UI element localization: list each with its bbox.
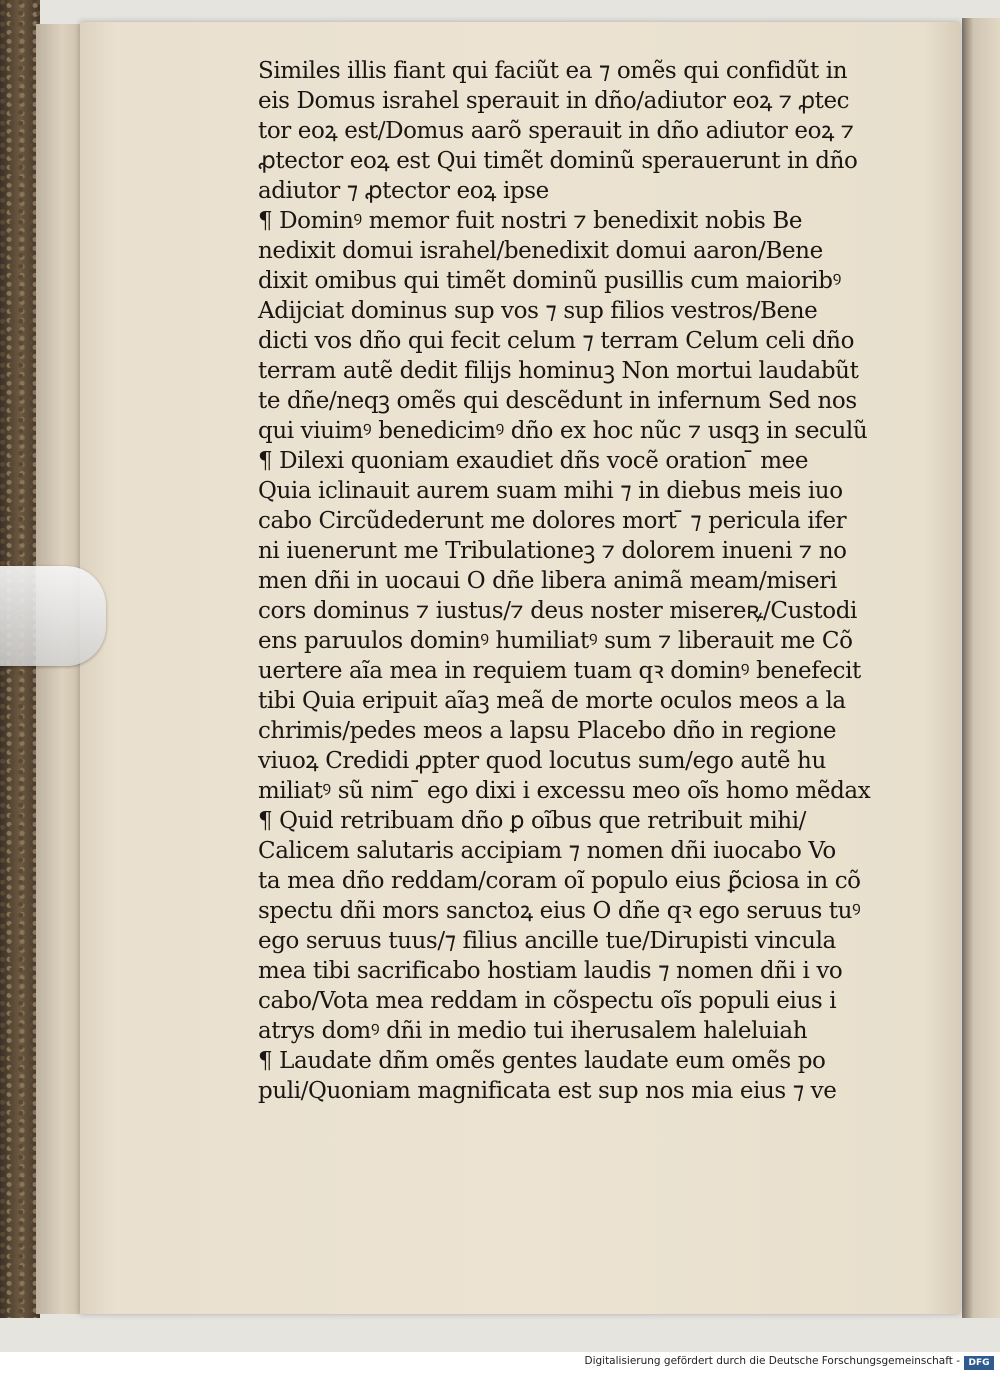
text-line: ens paruulos dominꝰ humiliatꝰ sum ⁊ liberauit me Cõ [258, 628, 853, 654]
text-line: dicti vos dño qui fecit celum ⁊ terram Celum celi dño [258, 328, 855, 354]
text-line: dixit omibus qui timẽt dominũ pusillis cum maioribꝰ [258, 268, 841, 294]
text-line: ni iuenerunt me Tribulationeꝫ ⁊ dolorem inueni ⁊ no [258, 538, 847, 564]
text-line: Adijciat dominus sup vos ⁊ sup filios vestros/Bene [258, 298, 818, 324]
text-line: ¶ Quid retribuam dño ꝑ oĩbus que retribuit mihi/ [258, 808, 807, 834]
text-line: adiutor ⁊ ꝓtector eoꝝ ipse [258, 178, 549, 204]
text-line: ta mea dño reddam/coram oĩ populo eius ꝑ̃ciosa in cõ [258, 868, 861, 894]
text-line: te dñe/neqꝫ omẽs qui descẽdunt in infernum Sed nos [258, 388, 857, 414]
text-line: uertere aĩa mea in requiem tuam qꝛ dominꝰ benefecit [258, 658, 861, 684]
text-line: ꝓtector eoꝝ est Qui timẽt dominũ sperauerunt in dño [258, 148, 858, 174]
text-line: cabo/Vota mea reddam in cõspectu oĩs populi eius i [258, 988, 837, 1014]
next-page-edge [962, 18, 1000, 1318]
text-line: tibi Quia eripuit aĩaꝫ meã de morte oculos meos a la [258, 688, 846, 714]
text-line: ¶ Dilexi quoniam exaudiet dñs vocẽ oration ̄ mee [258, 448, 809, 474]
text-line: Similes illis fiant qui faciũt ea ⁊ omẽs qui confidũt in [258, 58, 848, 84]
text-line: Calicem salutaris accipiam ⁊ nomen dñi iuocabo Vo [258, 838, 836, 864]
text-line: nedixit domui israhel/benedixit domui aaron/Bene [258, 238, 823, 264]
text-line: tor eoꝝ est/Domus aarõ sperauit in dño adiutor eoꝝ ⁊ [258, 118, 854, 144]
text-line: ego seruus tuus/⁊ filius ancille tue/Dirupisti vincula [258, 928, 836, 954]
text-line: eis Domus israhel sperauit in dño/adiutor eoꝝ ⁊ ꝓtec [258, 88, 850, 114]
binding-inner-edge [36, 24, 80, 1314]
footer-credit: Digitalisierung gefördert durch die Deutsche Forschungsgemeinschaft - [584, 1355, 960, 1367]
text-line: mea tibi sacrificabo hostiam laudis ⁊ nomen dñi i vo [258, 958, 843, 984]
text-line: qui viuimꝰ benedicimꝰ dño ex hoc nũc ⁊ usqꝫ in seculũ [258, 418, 868, 444]
text-line: viuoꝝ Credidi ꝓpter quod locutus sum/ego autẽ hu [258, 748, 826, 774]
text-line: ¶ Laudate dñm omẽs gentes laudate eum omẽs po [258, 1048, 826, 1074]
text-line: men dñi in uocaui O dñe libera animã meam/miseri [258, 568, 837, 594]
text-line: atrys domꝰ dñi in medio tui iherusalem haleluiah [258, 1018, 808, 1044]
text-block [258, 56, 918, 1106]
text-line: miliatꝰ sũ nim ̄ ego dixi i excessu meo oĩs homo mẽdax [258, 778, 871, 804]
text-line: cabo Circũdederunt me dolores mort ̄ ⁊ pericula ifer [258, 508, 847, 534]
text-line: puli/Quoniam magnificata est sup nos mia eius ⁊ ve [258, 1078, 837, 1104]
text-line: terram autẽ dedit filijs hominuꝫ Non mortui laudabũt [258, 358, 859, 384]
text-line: ¶ Dominꝰ memor fuit nostri ⁊ benedixit nobis Be [258, 208, 803, 234]
dfg-logo-icon: DFG [964, 1356, 994, 1370]
footer-bar [0, 1352, 1000, 1374]
text-line: Quia iclinauit aurem suam mihi ⁊ in diebus meis iuo [258, 478, 843, 504]
text-line: chrimis/pedes meos a lapsu Placebo dño in regione [258, 718, 837, 744]
page-clip [0, 566, 106, 666]
text-line: spectu dñi mors sanctoꝝ eius O dñe qꝛ ego seruus tuꝰ [258, 898, 861, 924]
text-line: cors dominus ⁊ iustus/⁊ deus noster misereꝶ/Custodi [258, 598, 857, 624]
